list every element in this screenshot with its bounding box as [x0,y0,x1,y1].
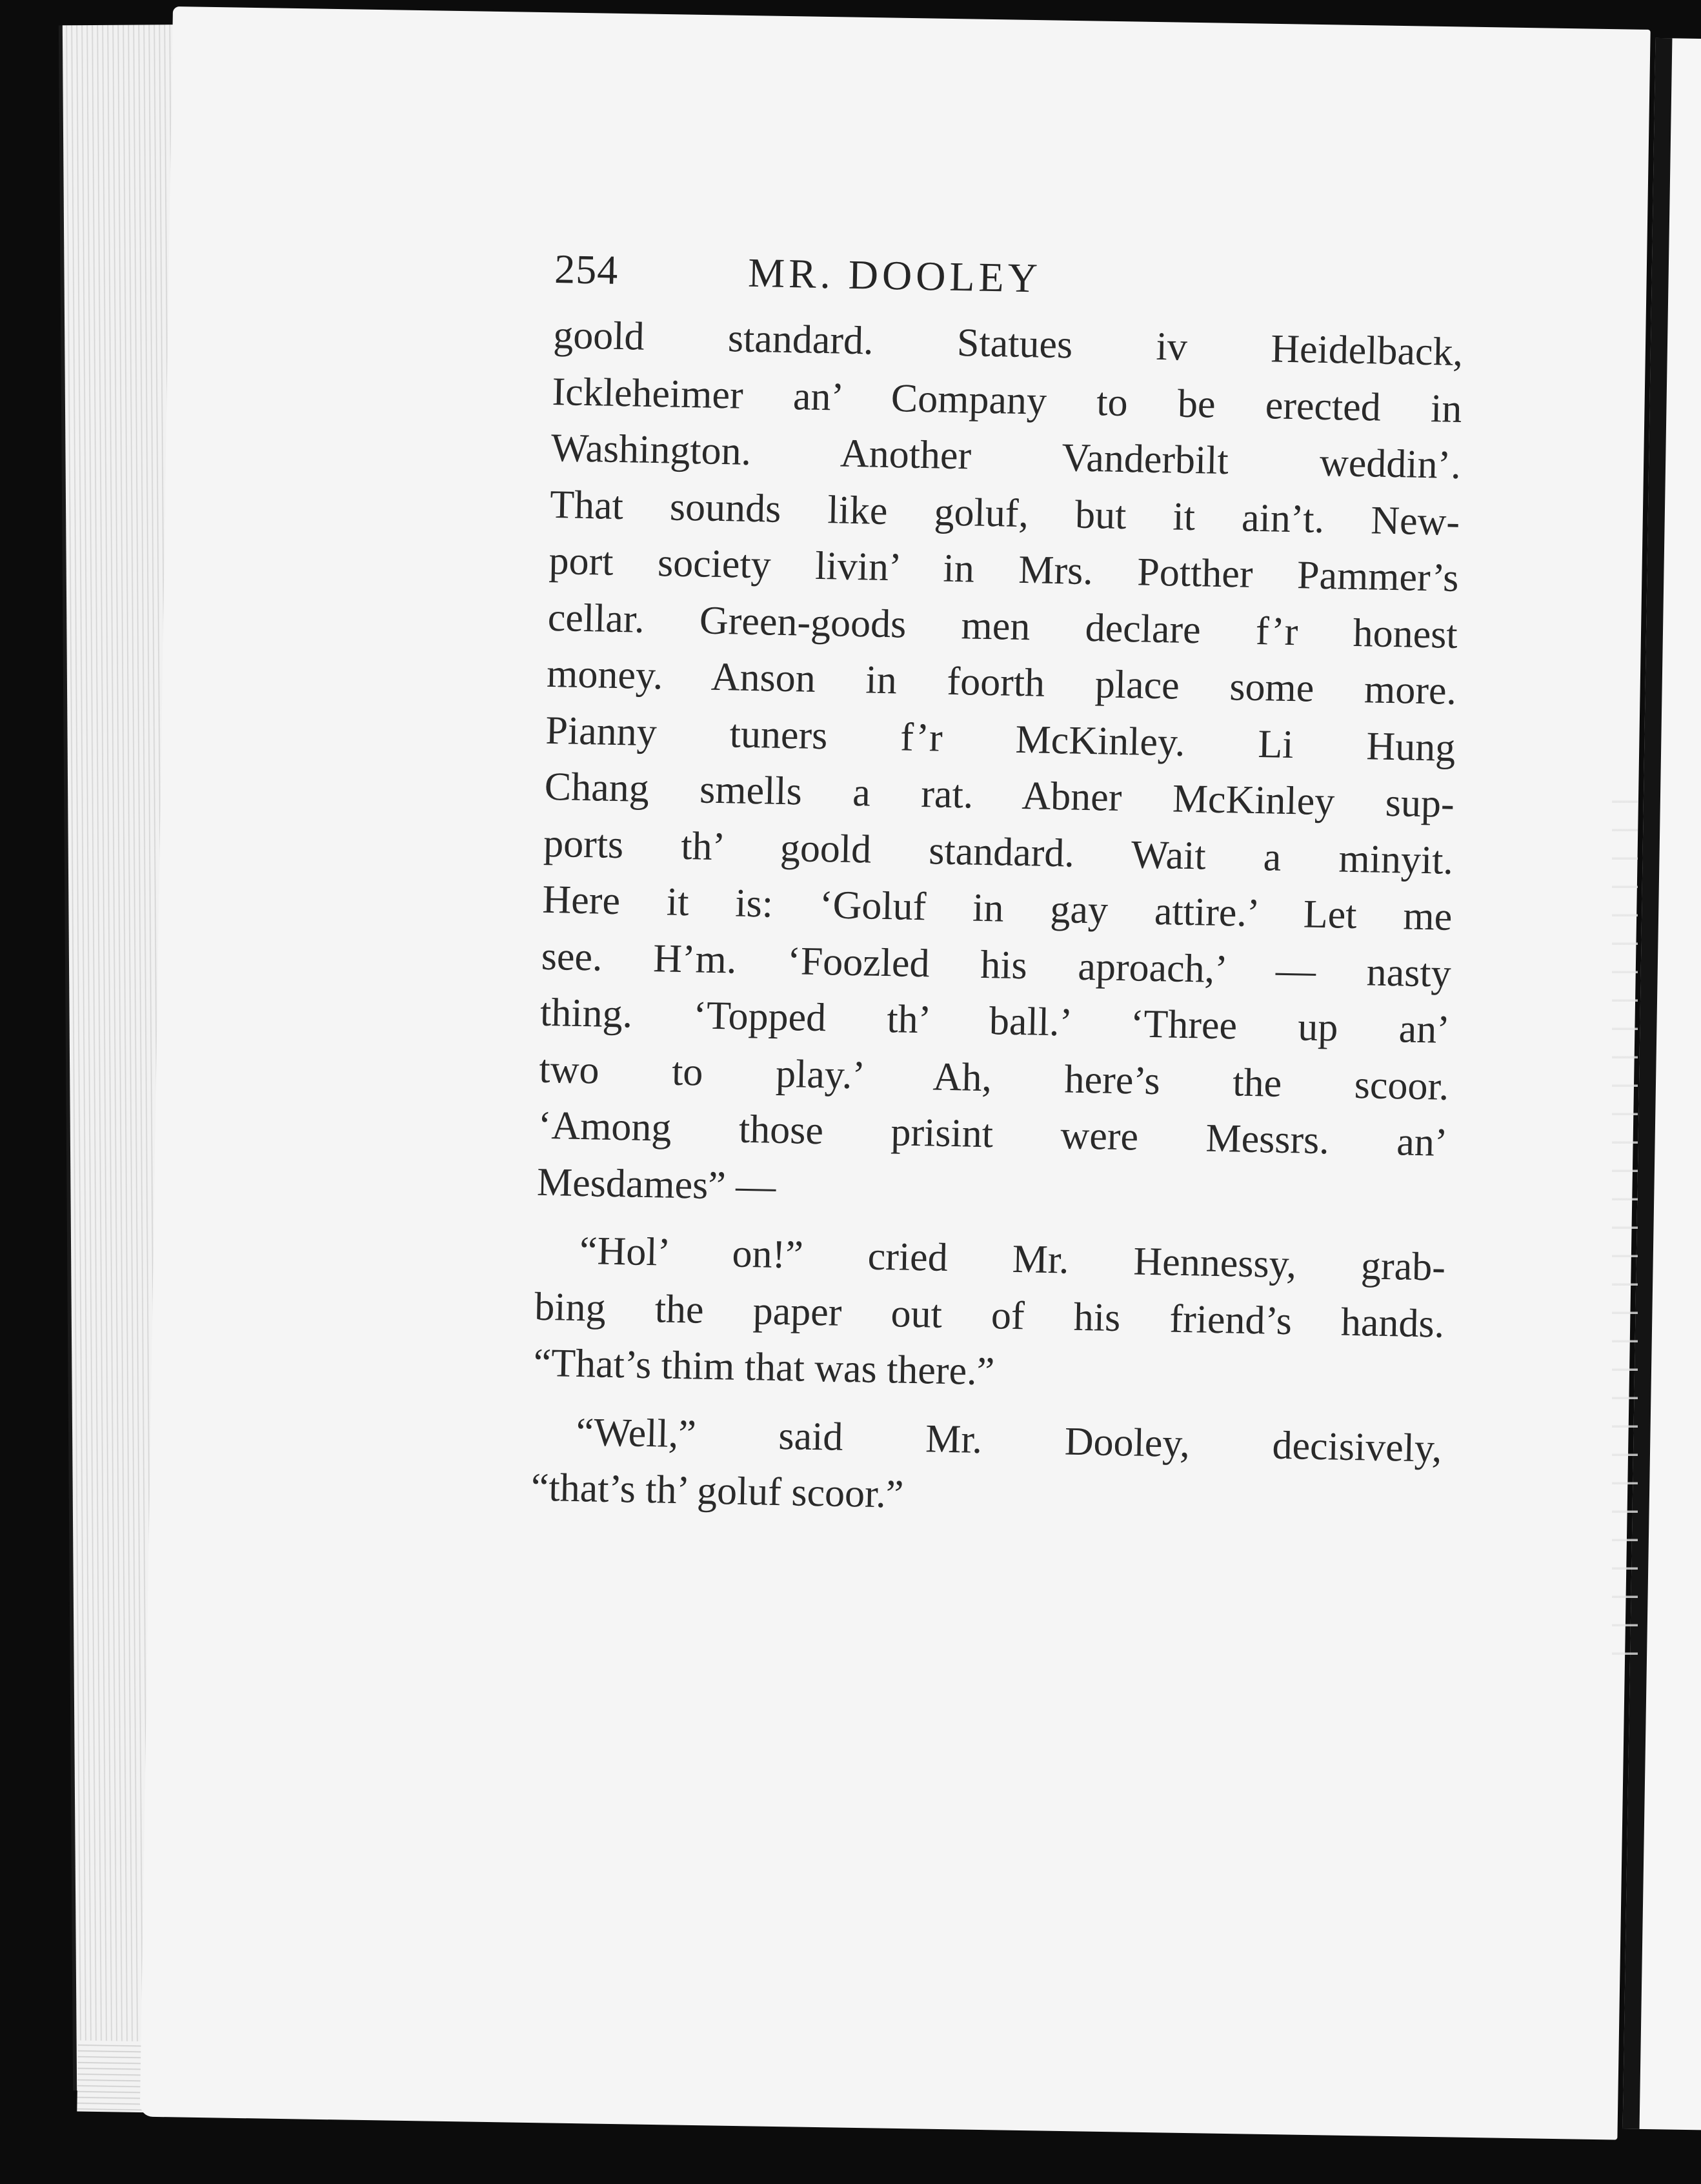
text-line: Pianny tuners f’r McKinley. Li Hung [545,708,1456,770]
text-line: “that’s th’ goluf scoor.” [530,1465,904,1517]
text-line: Chang smells a rat. Abner McKinley sup- [544,764,1455,826]
text-line: goold standard. Statues iv Heidelback, [552,312,1464,375]
binding-threads [1612,774,1638,1678]
page-text-block [530,245,1465,1533]
body-text [530,307,1464,1533]
text-line: two to play.’ Ah, here’s the scoor. [538,1047,1449,1109]
text-line: Here it is: ‘Goluf in gay attire.’ Let me [541,877,1453,939]
running-title: MR. DOOLEY [747,249,1042,301]
text-line: “That’s thim that was there.” [533,1340,995,1394]
text-line: “Well,” said Mr. Dooley, decisively, [576,1410,1443,1471]
text-line: Ickleheimer an’ Company to be erected in [551,369,1463,431]
text-line: see. H’m. ‘Foozled his aproach,’ — nasty [541,934,1452,996]
text-line: Washington. Another Vanderbilt weddin’. [550,425,1462,488]
text-line: “Hol’ on!” cried Mr. Hennessy, grab- [579,1229,1446,1289]
text-line: thing. ‘Topped th’ ball.’ ‘Three up an’ [539,990,1451,1052]
text-line: bing the paper out of his friend’s hands. [534,1284,1445,1346]
text-line: ‘Among those prisint were Messrs. an’ [538,1103,1449,1165]
page-number: 254 [554,245,619,293]
text-line: That sounds like goluf, but it ain’t. New- [549,482,1460,544]
text-line: money. Anson in foorth place some more. [546,651,1457,713]
text-line: cellar. Green-goods men declare f’r honest [547,595,1458,657]
text-line: ports th’ goold standard. Wait a minyit. [543,821,1454,883]
text-line: port society livin’ in Mrs. Potther Pammer’s [548,538,1460,600]
text-line: Mesdames” — [536,1160,776,1209]
